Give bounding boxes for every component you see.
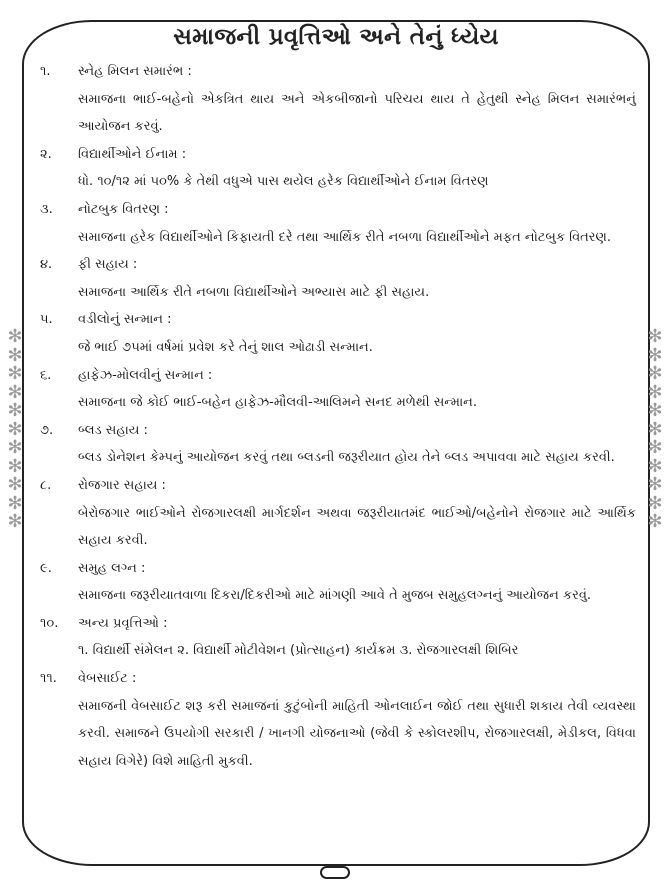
item-heading: વિદ્યાર્થીઓને ઈનામ : (78, 146, 187, 162)
item-heading: સ્નેહ મિલન સમારંભ : (78, 64, 192, 79)
list-item (40, 472, 640, 555)
item-number: ૩. (40, 201, 53, 217)
item-body: બ્લડ ડોનેશન કેમ્પનું આયોજન કરવું તથા બ્લડની જરૂરીયાત હોય તેને બ્લડ અપાવવા માટે સહાય કરવી. (78, 450, 615, 466)
item-heading: ફી સહાય : (78, 257, 138, 273)
list-item (40, 196, 640, 251)
item-heading: અન્ય પ્રવૃત્તિઓ : (78, 615, 168, 631)
item-body: સમાજના ભાઈ-બહેનો એકત્રિત થાય અને એકબીજાનો પરિચય થાય તે હેતુથી સ્નેહ મિલન સમારંભનું આયોજન કરવું. (78, 91, 636, 135)
item-body: જે ભાઈ ૭૫માં વર્ષમાં પ્રવેશ કરે તેનું શાલ ઓઢાડી સન્માન. (78, 339, 373, 355)
item-heading: બ્લડ સહાય : (78, 422, 148, 438)
list-item (40, 555, 640, 610)
item-heading: સમુહ લગ્ન : (78, 560, 146, 576)
item-body: સમાજની વેબસાઈટ શરૂ કરી સમાજનાં કુટુંબોની માહિતી ઓનલાઈન જોઈ તથા સુધારી શકાય તેવી વ્યવસ્થા કરવી. સમાજને ઉપયોગી સરકારી / ખાનગી યોજનાઓ (જેવી કે સ્કોલરશીપ, રોજગારલક્ષી, મેડીકલ, વિધવા સહાય વિગેરે) વિશે માહિતી મુકવી. (78, 698, 636, 769)
item-number: ૧૧. (40, 671, 57, 687)
list-item (40, 58, 640, 141)
item-number: ૬. (40, 367, 52, 383)
item-body: ૧. વિદ્યાર્થી સંમેલન ૨. વિદ્યાર્થી મોટીવેશન (પ્રોત્સાહન) કાર્યક્રમ ૩. રોજગારલક્ષી શિબિર (78, 643, 519, 659)
item-number: ૪. (40, 257, 53, 273)
list-item (40, 141, 640, 196)
list-item (40, 362, 640, 417)
item-number: ૫. (40, 312, 53, 328)
item-number: ૧. (40, 64, 51, 79)
item-number: ૧૦. (40, 615, 59, 631)
list-item (40, 417, 640, 472)
item-body: સમાજના જે કોઈ ભાઈ-બહેન હાફેઝ-મૌલવી-આલિમને સનદ મળેથી સન્માન. (78, 395, 477, 411)
item-heading: હાફેઝ-મોલવીનું સન્માન : (78, 367, 213, 383)
list-item (40, 610, 640, 665)
asterisk-flourish-icon: ✻ ✻ ✻ ✻ ✻ ✻ ✻ ✻ ✻ ✻ ✻ (7, 326, 23, 532)
item-body: સમાજના આર્થિક રીતે નબળા વિદ્યાર્થીઓને અભ્યાસ માટે ફી સહાય. (78, 284, 430, 300)
item-number: ૭. (40, 422, 54, 438)
item-heading: નોટબુક વિતરણ : (78, 201, 169, 217)
list-item (40, 665, 640, 775)
list-item (40, 306, 640, 361)
item-number: ૮. (40, 477, 52, 493)
list-item (40, 251, 640, 306)
item-heading: વેબસાઈટ : (78, 671, 137, 687)
item-body: બેરોજગાર ભાઈઓને રોજગારલક્ષી માર્ગદર્શન અથવા જરૂરીયાતમંદ ભાઈઓ/બહેનોને રોજગાર માટે આર્થિક સહાય કરવી. (78, 505, 636, 549)
item-heading: વડીલોનું સન્માન : (78, 312, 172, 328)
page-title: સમાજની પ્રવૃત્તિઓ અને તેનું ધ્યેય (173, 24, 499, 50)
item-heading: રોજગાર સહાય : (78, 477, 166, 493)
activities-list (40, 58, 640, 775)
item-body: ધો. ૧૦/૧૨ માં ૫૦% કે તેથી વધુએ પાસ થયેલ હરેક વિદ્યાર્થીઓને ઈનામ વિતરણ (78, 174, 489, 190)
item-number: ૨. (40, 146, 52, 162)
item-body: સમાજના હરેક વિદ્યાર્થીઓને કિફાયતી દરે તથા આર્થિક રીતે નબળા વિદ્યાર્થીઓને મફત નોટબુક વિતરણ. (78, 229, 611, 245)
asterisk-flourish-icon: ✻ ✻ ✻ ✻ ✻ ✻ ✻ ✻ ✻ ✻ ✻ (647, 326, 663, 532)
item-number: ૯. (40, 560, 52, 576)
item-body: સમાજના જરૂરીયાતવાળા દિકરા/દિકરીઓ માટે માંગણી આવે તે મુજબ સમુહલગ્નનું આયોજન કરવું. (78, 588, 592, 604)
bottom-tab-ornament (320, 866, 350, 879)
